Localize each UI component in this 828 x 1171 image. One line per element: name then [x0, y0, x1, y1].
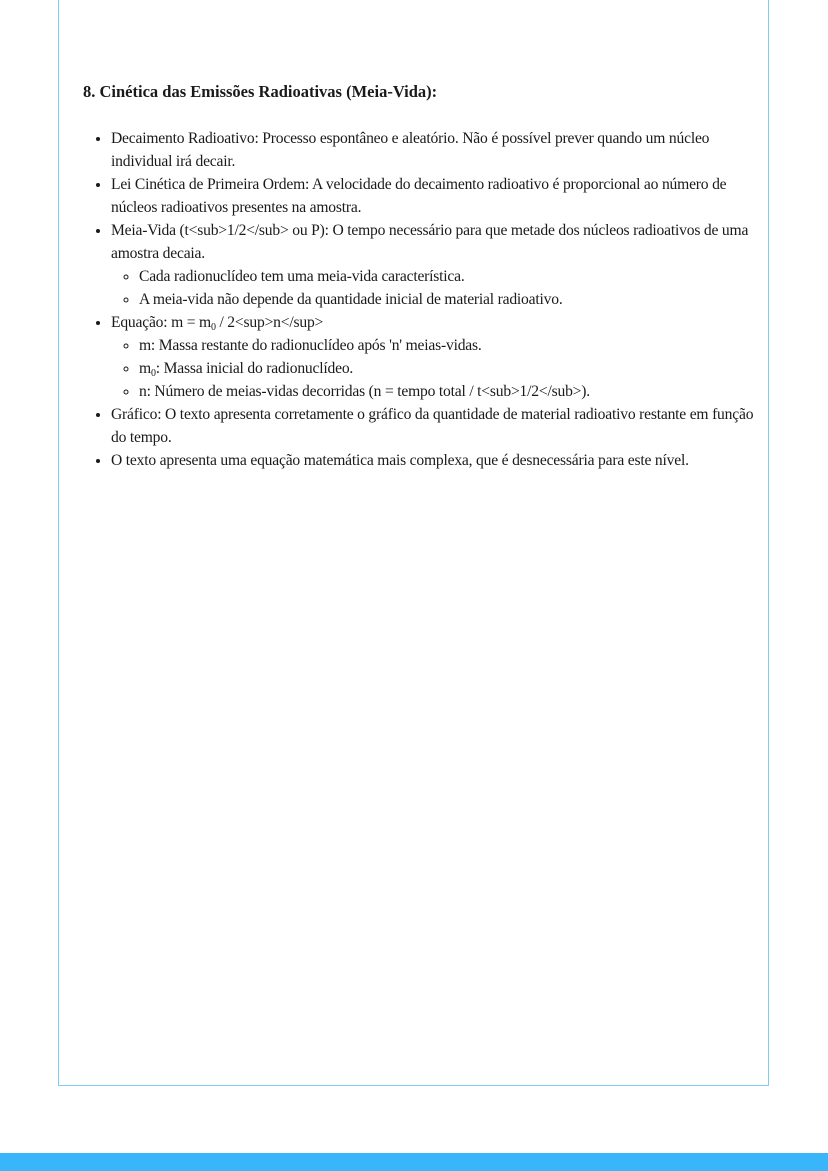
- item-text: Gráfico: O texto apresenta corretamente o gráfico da quantidade de material radioativo restante em função do tempo.: [111, 406, 754, 446]
- subscript: 0: [210, 322, 216, 333]
- sub-list: [111, 334, 761, 403]
- item-text: Cada radionuclídeo tem uma meia-vida característica.: [139, 268, 465, 285]
- list-item: [111, 127, 761, 173]
- subscript: 0: [150, 368, 156, 379]
- item-text: Decaimento Radioativo: Processo espontâneo e aleatório. Não é possível prever quando um núcleo individual irá decair.: [111, 130, 710, 170]
- item-text: A meia-vida não depende da quantidade inicial de material radioativo.: [139, 291, 563, 308]
- list-item: [111, 449, 761, 472]
- sub-list-item: [139, 357, 761, 380]
- section-heading: 8. Cinética das Emissões Radioativas (Meia-Vida):: [83, 82, 438, 101]
- item-text: m: Massa restante do radionuclídeo após 'n' meias-vidas.: [139, 337, 482, 354]
- sub-list-item: [139, 265, 761, 288]
- bottom-accent-bar: [0, 1153, 828, 1171]
- content-list: [92, 127, 761, 472]
- sub-list-item: [139, 380, 761, 403]
- item-text: / 2<sup>n</sup>: [215, 314, 324, 331]
- item-text: Meia-Vida (t<sub>1/2</sub> ou P): O tempo necessário para que metade dos núcleos radioativos de uma amostra decaia.: [111, 222, 749, 262]
- item-text: n: Número de meias-vidas decorridas (n = tempo total / t<sub>1/2</sub>).: [139, 383, 590, 400]
- sub-list: [111, 265, 761, 311]
- sub-list-item: [139, 288, 761, 311]
- list-item: [111, 403, 761, 449]
- sub-list-item: [139, 334, 761, 357]
- list-item: [111, 173, 761, 219]
- item-text: m: [139, 360, 151, 377]
- list-item: [111, 311, 761, 403]
- item-text: : Massa inicial do radionuclídeo.: [155, 360, 354, 377]
- item-text: O texto apresenta uma equação matemática mais complexa, que é desnecessária para este nível.: [111, 452, 689, 469]
- item-text: Equação: m = m: [111, 314, 211, 331]
- list-item: [111, 219, 761, 311]
- item-text: Lei Cinética de Primeira Ordem: A velocidade do decaimento radioativo é proporcional ao número de núcleos radioativos presentes na amostra.: [111, 176, 727, 216]
